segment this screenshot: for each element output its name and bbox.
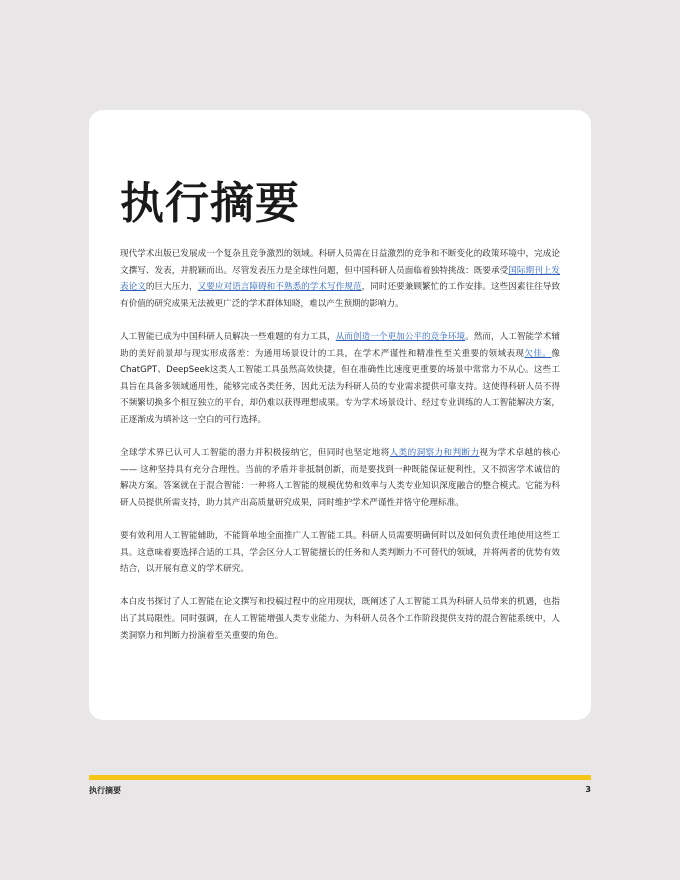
inline-link[interactable]: 人类的洞察力和判断力 <box>389 448 480 459</box>
footer-page-number: 3 <box>585 785 591 794</box>
paragraph-text: 。然而，人工智能学术辅助的美好前景却与现实形成落差：为通用场景设计的工具，在学术严谨性和精准性至关重要的领域表现 <box>120 331 560 359</box>
paragraph-text: 现代学术出版已发展成一个复杂且竞争激烈的领域。科研人员需在日益激烈的竞争和不断变化的政策环境中，完成论文撰写、发表，并脱颖而出。尽管发表压力是全球性问题，但中国科研人员面临着独特挑战：既要承受 <box>120 249 560 276</box>
footer-section-title: 执行摘要 <box>89 786 121 795</box>
body-paragraph <box>120 329 560 429</box>
inline-link[interactable]: 国际期刊上发表论文 <box>120 265 560 293</box>
paragraph-text: 像 ChatGPT、DeepSeek这类人工智能工具虽然高效快捷，但在准确性比速度更重要的场景中常常力不从心。这些工具旨在具备多领域通用性，能够完成各类任务，因此无法为科研人员的专业需求提供可靠支持。这使得科研人员不得不频繁切换多个相互独立的平台，却仍难以获得理想成果。专为学术场景设计、经过专业训练的人工智能解决方案，正逐渐成为填补这一空白的可行选择。 <box>120 348 560 425</box>
inline-link[interactable]: 欠佳。 <box>524 348 552 359</box>
paragraph-text: 全球学术界已认可人工智能的潜力并积极接纳它，但同时也坚定地将 <box>120 448 390 459</box>
body-paragraph <box>120 246 560 312</box>
paragraph-text: 的巨大压力， <box>145 282 198 293</box>
page-title: 执行摘要 <box>120 178 300 229</box>
paragraph-text: 本白皮书探讨了人工智能在论文撰写和投稿过程中的应用现状，既阐述了人工智能工具为科研人员带来的机遇，也指出了其局限性。同时强调，在人工智能增强人类专业能力、为科研人员各个工作阶段提供支持的混合智能系统中，人类洞察力和判断力扮演着至关重要的角色。 <box>120 597 560 641</box>
body-paragraph <box>120 594 560 644</box>
footer-accent-bar <box>89 775 591 780</box>
content-card <box>89 110 591 720</box>
paragraph-text: ，同时还要兼顾繁忙的工作安排。这些因素往往导致有价值的研究成果无法被更广泛的学术群体知晓，难以产生预期的影响力。 <box>120 282 560 309</box>
inline-link[interactable]: 从而创造一个更加公平的竞争环境 <box>335 331 466 342</box>
paragraph-text: 人工智能已成为中国科研人员解决一些难题的有力工具， <box>120 331 336 342</box>
paragraph-text: 要有效利用人工智能辅助，不能简单地全面推广人工智能工具。科研人员需要明确何时以及如何负责任地使用这些工具。这意味着要选择合适的工具，学会区分人工智能擅长的任务和人类判断力不可替代的领域，并将两者的优势有效结合，以开展有意义的学术研究。 <box>120 531 560 575</box>
body-paragraph <box>120 528 560 578</box>
body-paragraph <box>120 445 560 511</box>
inline-link[interactable]: 又要应对语言障碍和不熟悉的学术写作规范 <box>197 282 362 293</box>
paragraph-text: 视为学术卓越的核心 —— 这种坚持具有充分合理性。当前的矛盾并非抵制创新，而是要找到一种既能保证便利性，又不损害学术诚信的解决方案。答案就在于混合智能：一种将人工智能的规模优势和效率与人类专业知识深度融合的整合模式。它能为科研人员提供所需支持，助力其产出高质量研究成果，同时维护学术严谨性并恪守伦理标准。 <box>120 448 560 508</box>
body-text <box>120 246 560 661</box>
